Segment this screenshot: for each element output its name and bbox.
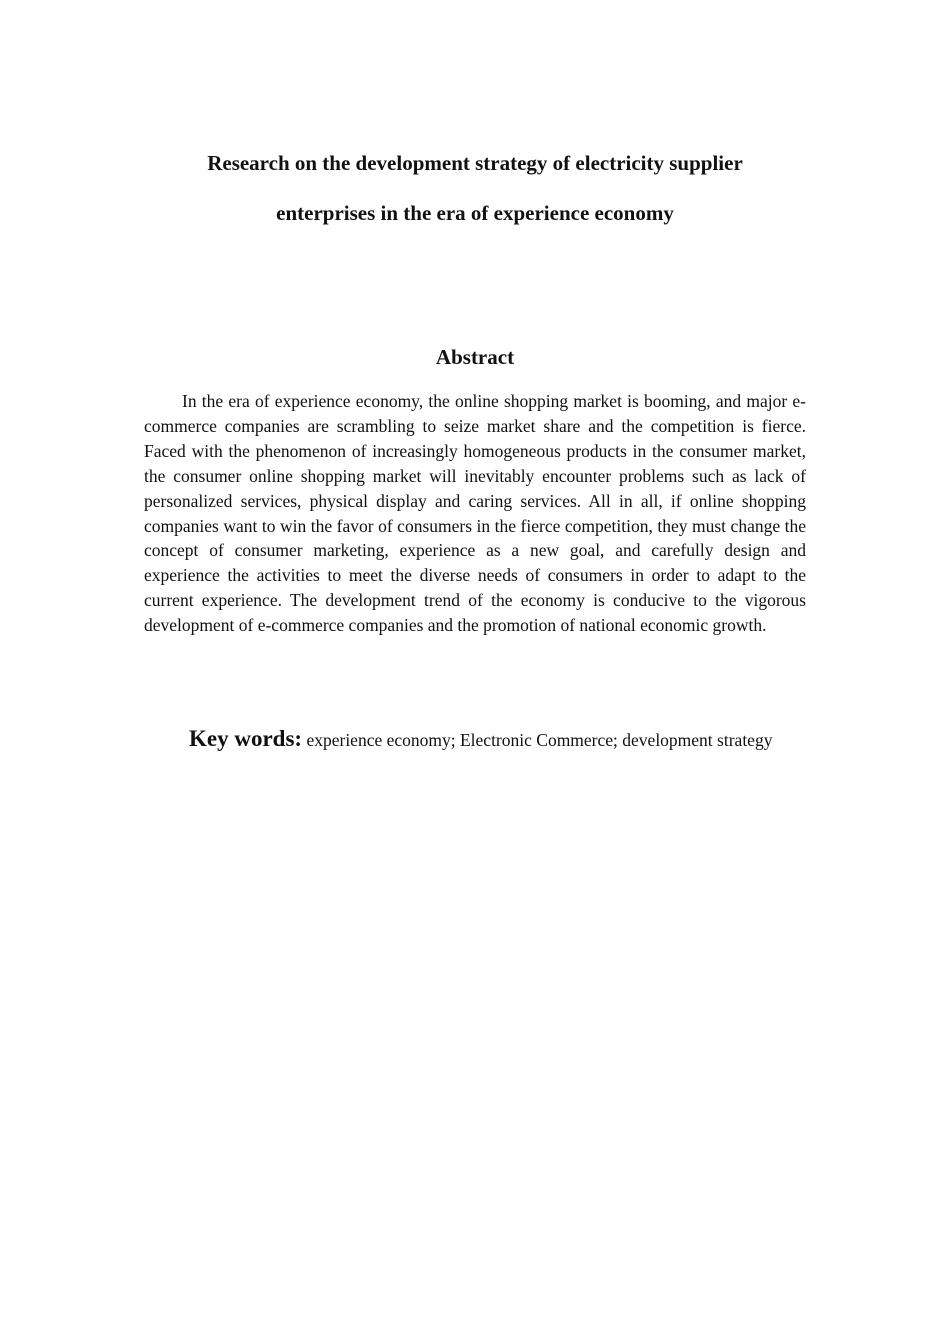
abstract-heading: Abstract — [435, 345, 515, 369]
paper-title-line-2: enterprises in the era of experience economy — [276, 201, 674, 225]
keywords-paragraph — [144, 720, 806, 759]
keywords-text: experience economy; Electronic Commerce; development strategy — [302, 730, 773, 750]
abstract-body: In the era of experience economy, the online shopping market is booming, and major e-commerce companies are scrambling to seize market share and the competition is fierce. Faced with the phenomenon of increasingly homogeneous products in the consumer market, the consumer online shopping market will inevitably encounter problems such as lack of personalized services, physical display and caring services. All in all, if online shopping companies want to win the favor of consumers in the fierce competition, they must change the concept of consumer marketing, experience as a new goal, and carefully design and experience the activities to meet the diverse needs of consumers in order to adapt to the current experience. The development trend of the economy is conducive to the vigorous development of e-commerce companies and the promotion of national economic growth. — [144, 391, 806, 636]
paper-title-line-1: Research on the development strategy of electricity supplier — [207, 151, 743, 175]
keywords-label: Key words: — [189, 726, 303, 751]
